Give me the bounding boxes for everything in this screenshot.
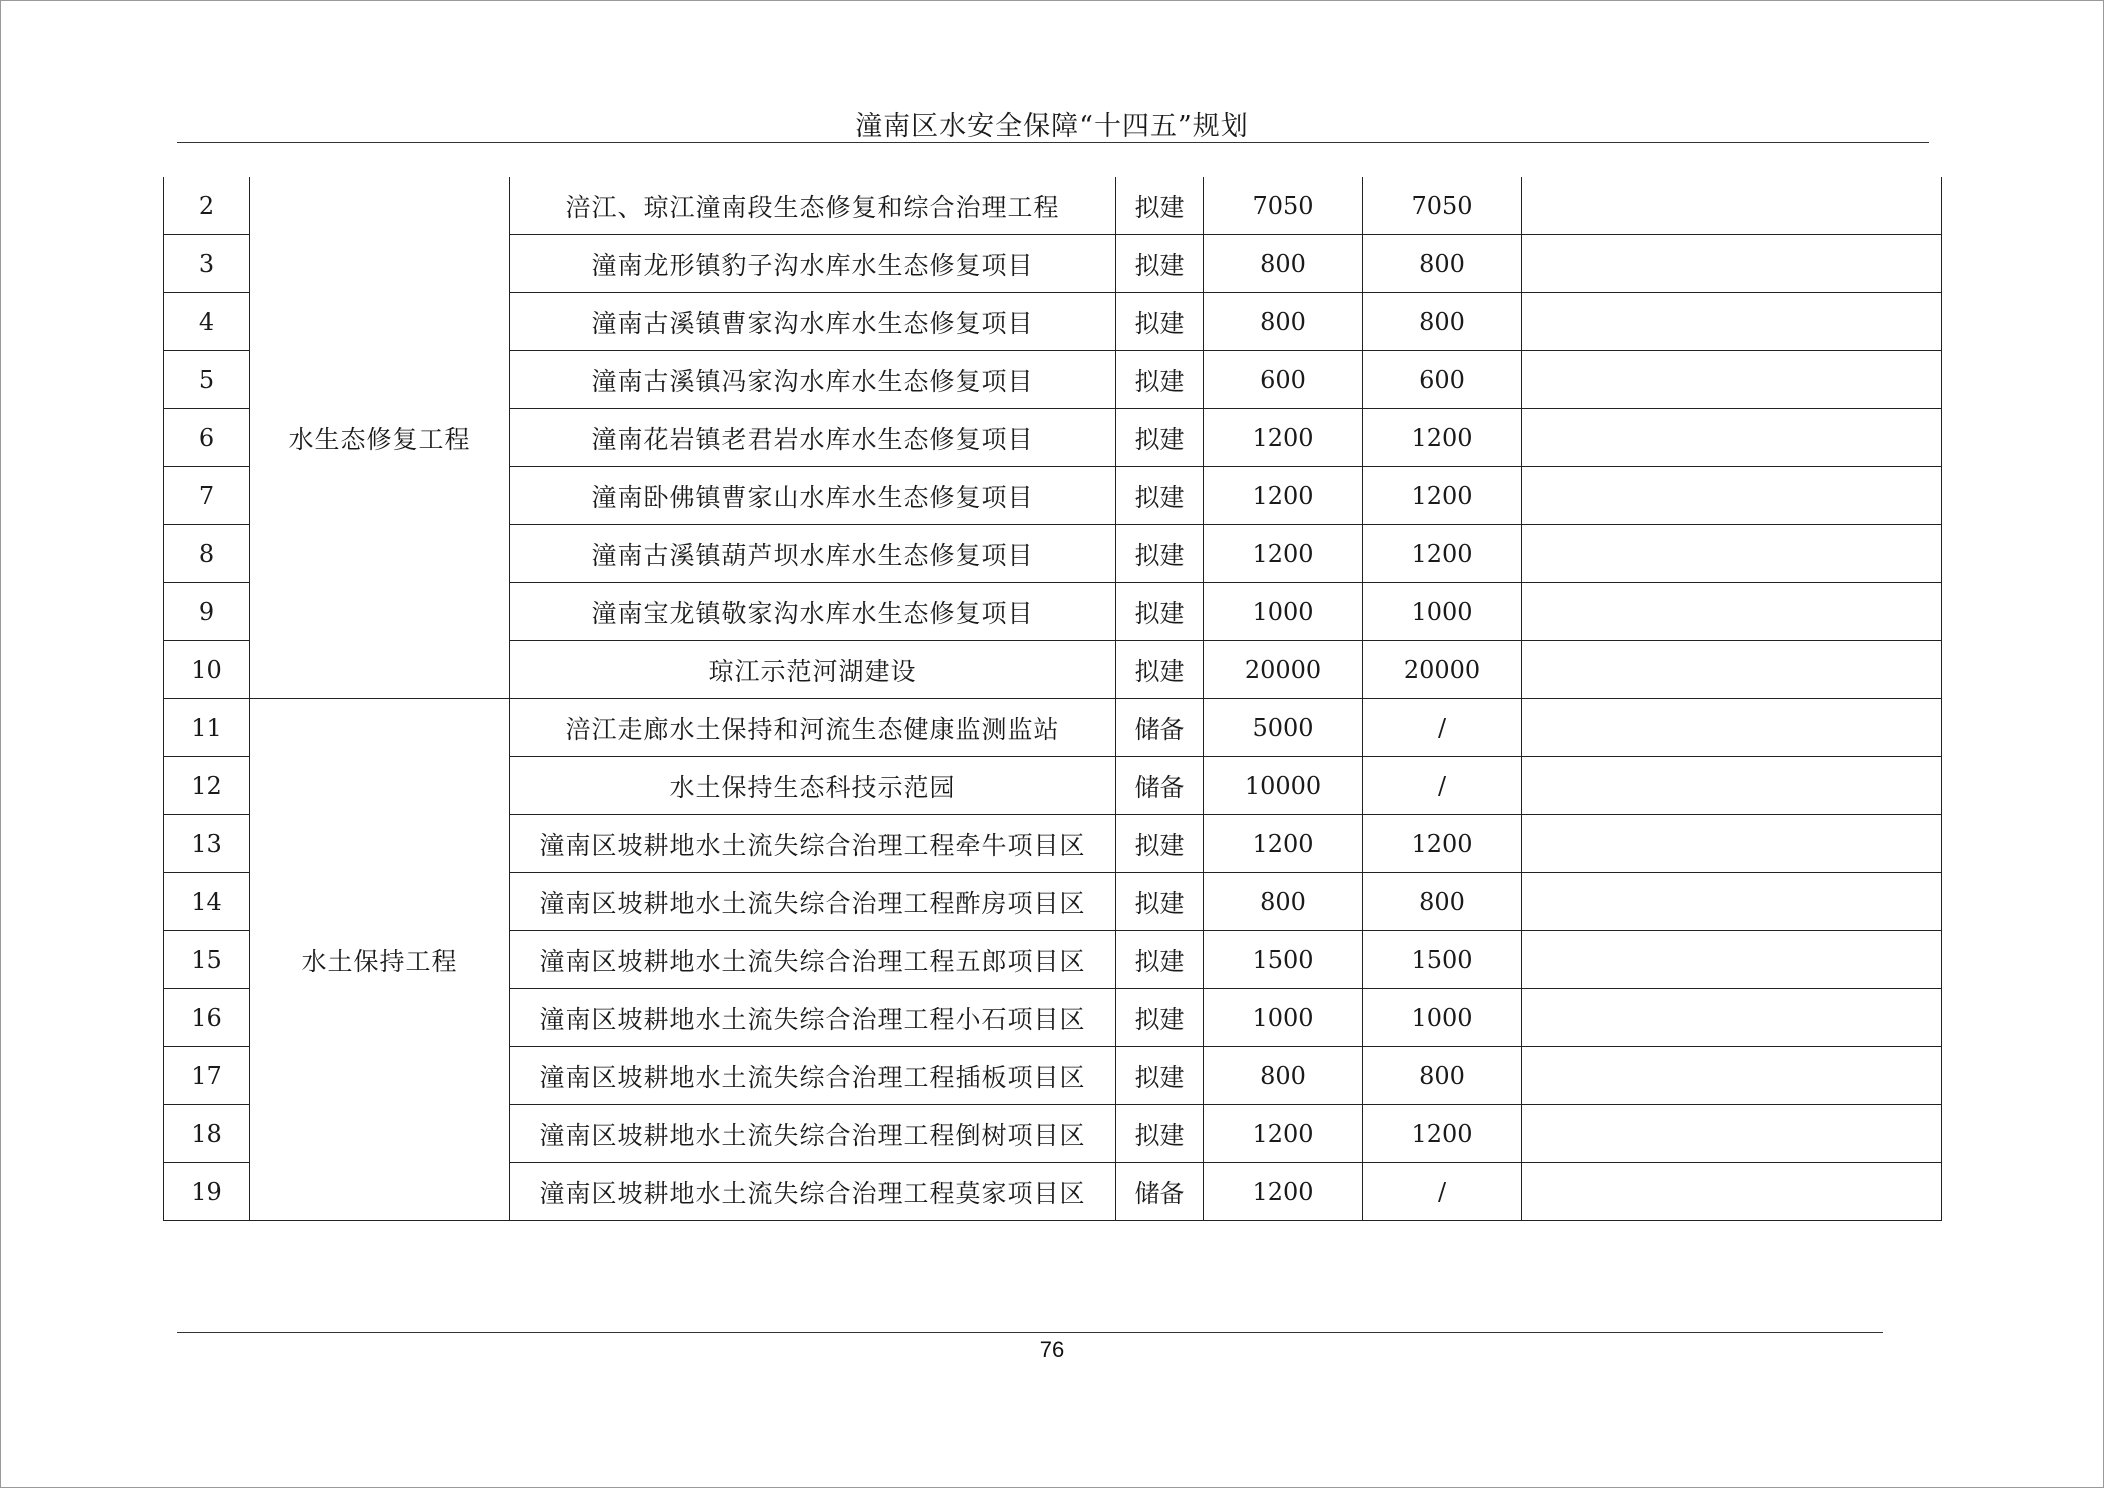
note-cell [1522, 873, 1942, 931]
planned-investment-cell: 800 [1363, 1047, 1522, 1105]
project-name-cell: 潼南区坡耕地水土流失综合治理工程小石项目区 [510, 989, 1116, 1047]
category-cell: 水生态修复工程 [250, 177, 510, 699]
note-cell [1522, 931, 1942, 989]
row-number-cell: 2 [164, 177, 250, 235]
header-rule [177, 142, 1929, 143]
row-number-cell: 6 [164, 409, 250, 467]
note-cell [1522, 989, 1942, 1047]
total-investment-cell: 1200 [1204, 1105, 1363, 1163]
planned-investment-cell: 600 [1363, 351, 1522, 409]
planned-investment-cell: 7050 [1363, 177, 1522, 235]
row-number-cell: 16 [164, 989, 250, 1047]
planned-investment-cell: 20000 [1363, 641, 1522, 699]
row-number-cell: 15 [164, 931, 250, 989]
note-cell [1522, 351, 1942, 409]
project-name-cell: 潼南区坡耕地水土流失综合治理工程牵牛项目区 [510, 815, 1116, 873]
status-cell: 拟建 [1116, 931, 1204, 989]
total-investment-cell: 1000 [1204, 989, 1363, 1047]
total-investment-cell: 5000 [1204, 699, 1363, 757]
row-number-cell: 3 [164, 235, 250, 293]
note-cell [1522, 177, 1942, 235]
project-name-cell: 潼南区坡耕地水土流失综合治理工程莫家项目区 [510, 1163, 1116, 1221]
status-cell: 拟建 [1116, 177, 1204, 235]
planned-investment-cell: 1000 [1363, 583, 1522, 641]
status-cell: 拟建 [1116, 1105, 1204, 1163]
note-cell [1522, 525, 1942, 583]
planned-investment-cell: 1200 [1363, 525, 1522, 583]
note-cell [1522, 409, 1942, 467]
planned-investment-cell: 1500 [1363, 931, 1522, 989]
status-cell: 拟建 [1116, 815, 1204, 873]
planned-investment-cell: / [1363, 1163, 1522, 1221]
planned-investment-cell: 1200 [1363, 467, 1522, 525]
row-number-cell: 8 [164, 525, 250, 583]
total-investment-cell: 1200 [1204, 1163, 1363, 1221]
project-name-cell: 潼南区坡耕地水土流失综合治理工程五郎项目区 [510, 931, 1116, 989]
project-name-cell: 涪江、琼江潼南段生态修复和综合治理工程 [510, 177, 1116, 235]
category-cell: 水土保持工程 [250, 699, 510, 1221]
page-number: 76 [1039, 1337, 1065, 1362]
note-cell [1522, 1047, 1942, 1105]
page-header-title: 潼南区水安全保障“十四五”规划 [855, 111, 1249, 142]
total-investment-cell: 1200 [1204, 525, 1363, 583]
status-cell: 拟建 [1116, 351, 1204, 409]
status-cell: 拟建 [1116, 873, 1204, 931]
status-cell: 拟建 [1116, 467, 1204, 525]
table-row [164, 699, 1942, 757]
project-name-cell: 潼南区坡耕地水土流失综合治理工程倒树项目区 [510, 1105, 1116, 1163]
status-cell: 拟建 [1116, 409, 1204, 467]
status-cell: 储备 [1116, 699, 1204, 757]
footer-rule [177, 1332, 1883, 1333]
table-body [164, 177, 1942, 1221]
total-investment-cell: 800 [1204, 1047, 1363, 1105]
total-investment-cell: 800 [1204, 235, 1363, 293]
planned-investment-cell: / [1363, 757, 1522, 815]
total-investment-cell: 1500 [1204, 931, 1363, 989]
status-cell: 拟建 [1116, 235, 1204, 293]
planned-investment-cell: 1000 [1363, 989, 1522, 1047]
note-cell [1522, 583, 1942, 641]
planned-investment-cell: 800 [1363, 293, 1522, 351]
note-cell [1522, 293, 1942, 351]
planned-investment-cell: 800 [1363, 873, 1522, 931]
row-number-cell: 4 [164, 293, 250, 351]
project-name-cell: 潼南宝龙镇敬家沟水库水生态修复项目 [510, 583, 1116, 641]
project-name-cell: 琼江示范河湖建设 [510, 641, 1116, 699]
row-number-cell: 18 [164, 1105, 250, 1163]
status-cell: 拟建 [1116, 989, 1204, 1047]
total-investment-cell: 1200 [1204, 467, 1363, 525]
note-cell [1522, 467, 1942, 525]
row-number-cell: 7 [164, 467, 250, 525]
project-name-cell: 潼南龙形镇豹子沟水库水生态修复项目 [510, 235, 1116, 293]
status-cell: 拟建 [1116, 525, 1204, 583]
total-investment-cell: 800 [1204, 873, 1363, 931]
project-name-cell: 潼南花岩镇老君岩水库水生态修复项目 [510, 409, 1116, 467]
total-investment-cell: 600 [1204, 351, 1363, 409]
project-name-cell: 潼南古溪镇葫芦坝水库水生态修复项目 [510, 525, 1116, 583]
planned-investment-cell: 1200 [1363, 1105, 1522, 1163]
project-table [163, 177, 1942, 1221]
project-name-cell: 潼南卧佛镇曹家山水库水生态修复项目 [510, 467, 1116, 525]
total-investment-cell: 1200 [1204, 409, 1363, 467]
project-name-cell: 水土保持生态科技示范园 [510, 757, 1116, 815]
row-number-cell: 19 [164, 1163, 250, 1221]
table-row [164, 177, 1942, 235]
row-number-cell: 9 [164, 583, 250, 641]
planned-investment-cell: 1200 [1363, 815, 1522, 873]
status-cell: 拟建 [1116, 293, 1204, 351]
planned-investment-cell: / [1363, 699, 1522, 757]
planned-investment-cell: 1200 [1363, 409, 1522, 467]
note-cell [1522, 815, 1942, 873]
note-cell [1522, 1163, 1942, 1221]
project-name-cell: 潼南区坡耕地水土流失综合治理工程插板项目区 [510, 1047, 1116, 1105]
row-number-cell: 10 [164, 641, 250, 699]
project-name-cell: 潼南古溪镇曹家沟水库水生态修复项目 [510, 293, 1116, 351]
total-investment-cell: 20000 [1204, 641, 1363, 699]
note-cell [1522, 757, 1942, 815]
total-investment-cell: 1000 [1204, 583, 1363, 641]
project-name-cell: 潼南区坡耕地水土流失综合治理工程酢房项目区 [510, 873, 1116, 931]
total-investment-cell: 1200 [1204, 815, 1363, 873]
status-cell: 拟建 [1116, 583, 1204, 641]
status-cell: 储备 [1116, 757, 1204, 815]
row-number-cell: 5 [164, 351, 250, 409]
total-investment-cell: 800 [1204, 293, 1363, 351]
row-number-cell: 17 [164, 1047, 250, 1105]
row-number-cell: 11 [164, 699, 250, 757]
status-cell: 储备 [1116, 1163, 1204, 1221]
status-cell: 拟建 [1116, 641, 1204, 699]
status-cell: 拟建 [1116, 1047, 1204, 1105]
note-cell [1522, 1105, 1942, 1163]
planned-investment-cell: 800 [1363, 235, 1522, 293]
note-cell [1522, 641, 1942, 699]
row-number-cell: 13 [164, 815, 250, 873]
total-investment-cell: 10000 [1204, 757, 1363, 815]
project-name-cell: 潼南古溪镇冯家沟水库水生态修复项目 [510, 351, 1116, 409]
note-cell [1522, 699, 1942, 757]
row-number-cell: 14 [164, 873, 250, 931]
total-investment-cell: 7050 [1204, 177, 1363, 235]
project-name-cell: 涪江走廊水土保持和河流生态健康监测监站 [510, 699, 1116, 757]
row-number-cell: 12 [164, 757, 250, 815]
note-cell [1522, 235, 1942, 293]
